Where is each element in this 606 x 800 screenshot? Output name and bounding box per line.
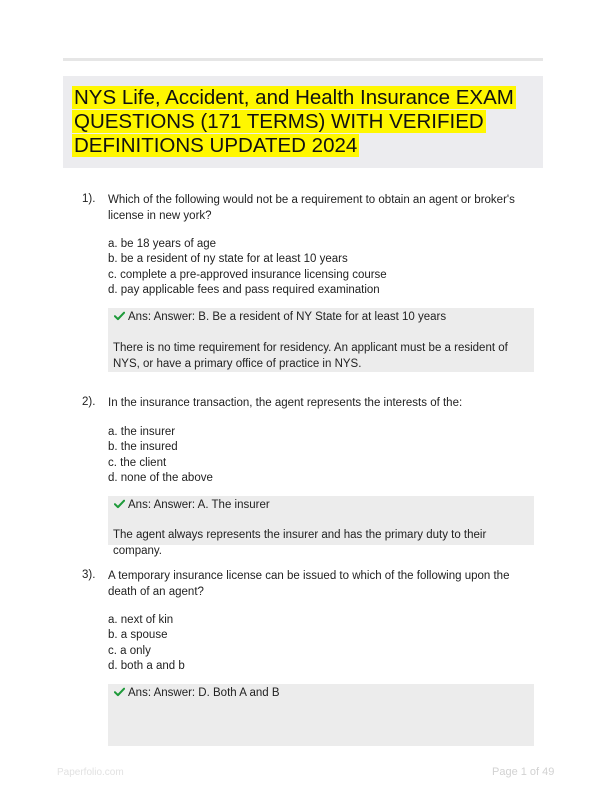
option-item: d. pay applicable fees and pass required examination [108,283,380,296]
option-item: a. the insurer [108,426,176,438]
answer-explanation: The agent always represents the insurer and has the primary duty to their company. [113,529,487,557]
question-number: 2). [82,396,96,408]
top-divider [63,58,543,61]
answer-text: Ans: Answer: D. Both A and B [128,687,280,699]
option-list [108,613,538,674]
answer-line [114,687,280,699]
question-number: 3). [82,569,96,581]
option-list [108,237,538,298]
document-title: NYS Life, Accident, and Health Insurance EXAM QUESTIONS (171 TERMS) WITH VERIFIED DEFINITIONS UPDATED 2024 [74,86,514,157]
answer-line [114,499,270,511]
option-list [108,425,538,486]
answer-box [108,684,534,746]
answer-line [114,311,446,323]
answer-box [108,496,534,557]
answer-box [108,308,534,372]
option-item: c. a only [108,644,151,657]
option-item: a. next of kin [108,614,174,626]
checkmark-icon [114,499,125,509]
question-text: Which of the following would not be a requirement to obtain an agent or broker's license in new york? [108,194,515,222]
option-item: b. a spouse [108,629,168,642]
checkmark-icon [114,311,125,321]
option-item: a. be 18 years of age [108,238,217,250]
option-item: b. be a resident of ny state for at least 10 years [108,253,348,266]
checkmark-icon [114,687,125,697]
question-text: A temporary insurance license can be issued to which of the following upon the death of an agent? [108,570,510,598]
option-item: c. the client [108,456,167,469]
footer-watermark: Paperfolio.com [57,767,124,778]
option-item: b. the insured [108,441,178,454]
option-item: d. both a and b [108,659,185,672]
answer-explanation: There is no time requirement for residency. An applicant must be a resident of NYS, or have a primary office of practice in NYS. [113,342,508,370]
option-item: c. complete a pre-approved insurance licensing course [108,268,387,281]
answer-text: Ans: Answer: B. Be a resident of NY State for at least 10 years [128,311,447,323]
question-number: 1). [82,193,96,205]
question-text: In the insurance transaction, the agent represents the interests of the: [108,397,463,409]
option-item: d. none of the above [108,471,213,484]
page-number: Page 1 of 49 [492,766,555,778]
answer-text: Ans: Answer: A. The insurer [128,499,270,511]
